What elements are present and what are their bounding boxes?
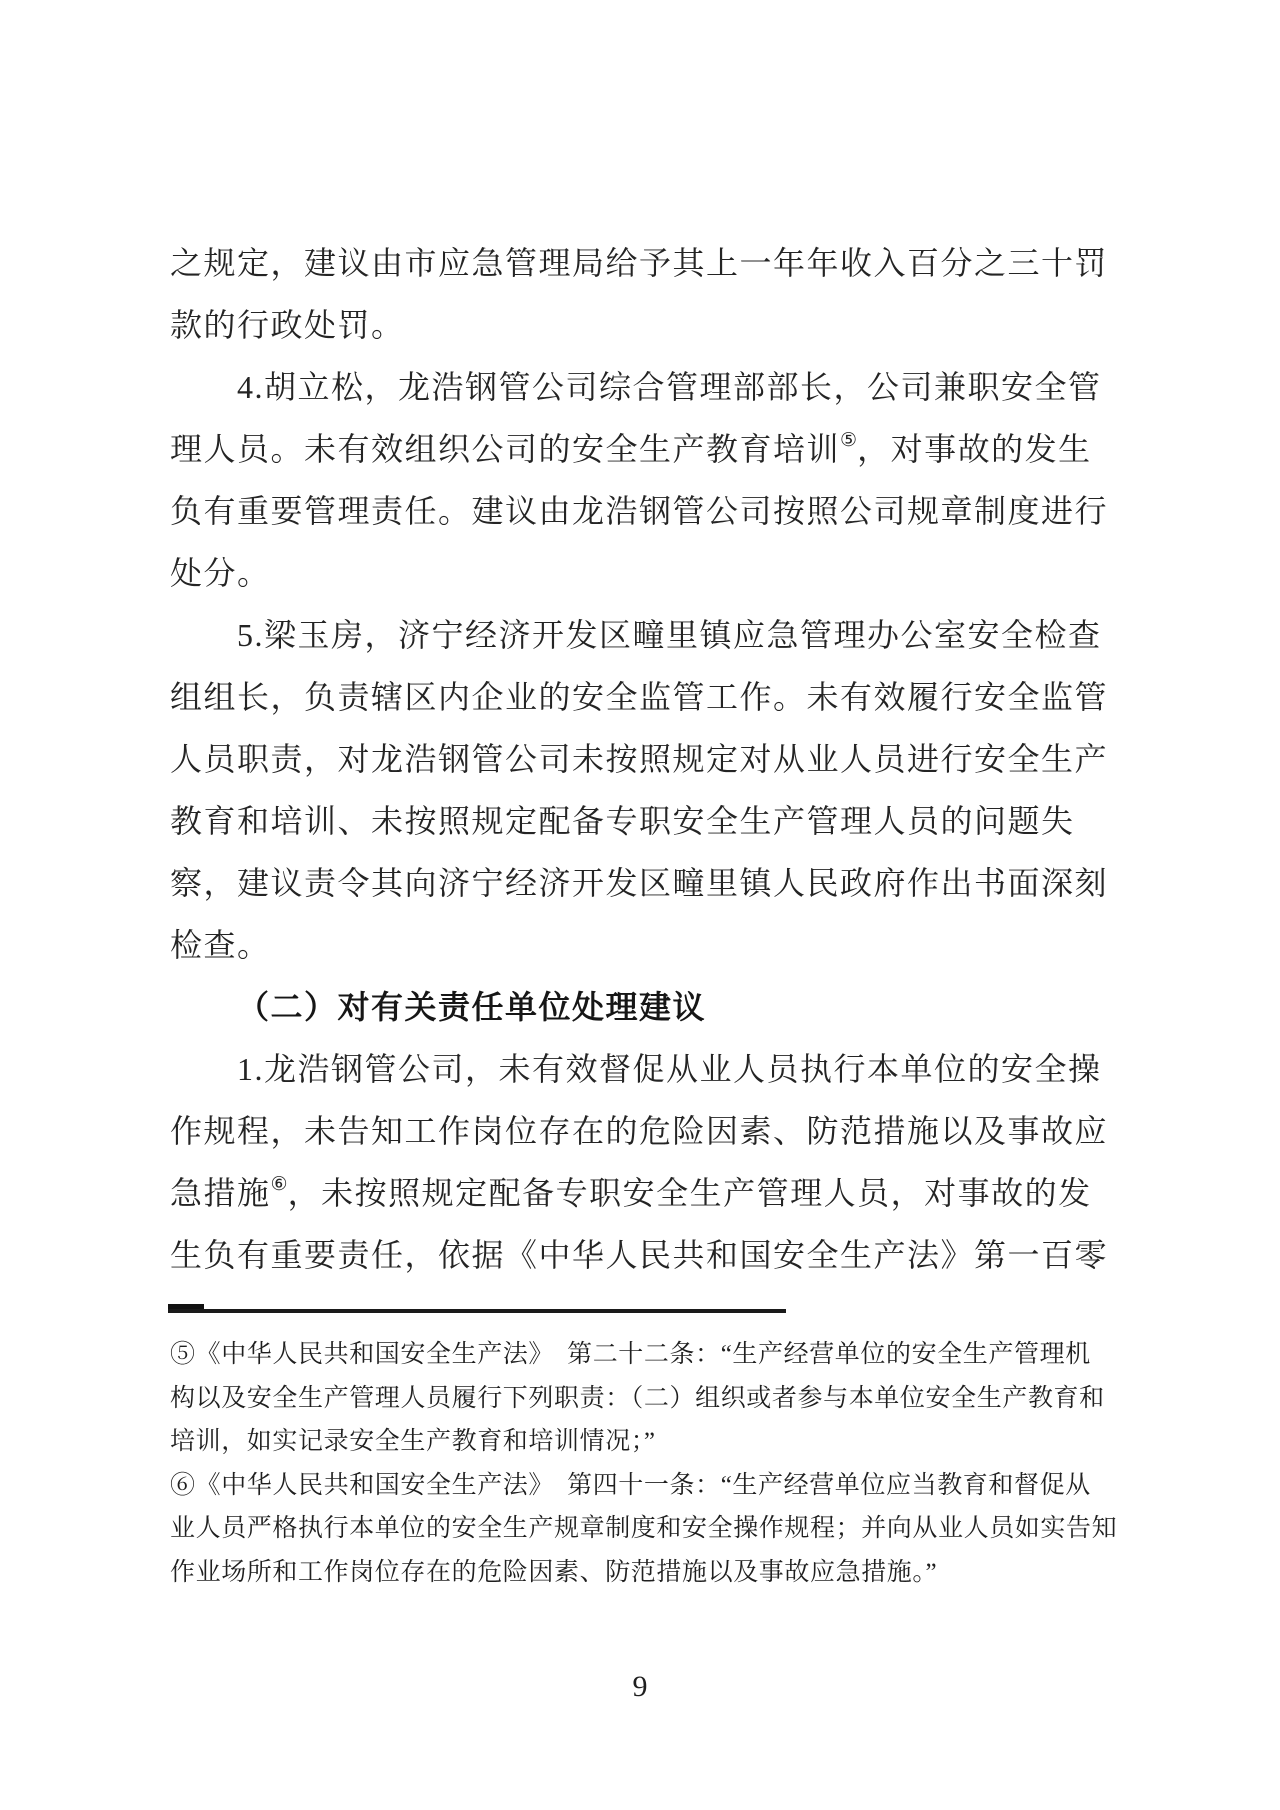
footnote-line: 培训，如实记录安全生产教育和培训情况；” [170, 1428, 656, 1455]
footnote-line: 作业场所和工作岗位存在的危险因素、防范措施以及事故应急措施。” [170, 1558, 938, 1586]
body-line: 察，建议责令其向济宁经济开发区疃里镇人民政府作出书面深刻 [170, 865, 1109, 901]
body-line: 检查。 [170, 927, 271, 963]
body-text [170, 232, 1118, 1286]
body-line: 处分。 [170, 555, 271, 591]
body-line-text: ，对事故的发生 [857, 431, 1092, 467]
body-line: 组组长，负责辖区内企业的安全监管工作。未有效履行安全监管 [170, 679, 1109, 715]
body-line: 人员职责，对龙浩钢管公司未按照规定对从业人员进行安全生产 [170, 741, 1109, 777]
page-number: 9 [632, 1670, 648, 1703]
footnote-ref-6: ⑥ [270, 1174, 288, 1195]
body-line-item-1: 1.龙浩钢管公司，未有效督促从业人员执行本单位的安全操 [237, 1051, 1102, 1087]
body-line [170, 418, 1118, 480]
section-heading: （二）对有关责任单位处理建议 [237, 989, 707, 1025]
body-line [170, 1162, 1118, 1224]
body-line-text: ，未按照规定配备专职安全生产管理人员，对事故的发 [287, 1175, 1092, 1211]
body-line: 之规定，建议由市应急管理局给予其上一年年收入百分之三十罚 [170, 245, 1109, 281]
body-line: 负有重要管理责任。建议由龙浩钢管公司按照公司规章制度进行 [170, 493, 1109, 529]
body-line: 教育和培训、未按照规定配备专职安全生产管理人员的问题失 [170, 803, 1075, 839]
footnote-ref-5: ⑤ [840, 430, 858, 451]
body-line-item-4: 4.胡立松，龙浩钢管公司综合管理部部长，公司兼职安全管 [237, 369, 1102, 405]
footnotes [170, 1333, 1118, 1594]
footnote-line: ⑥《中华人民共和国安全生产法》 第四十一条：“生产经营单位应当教育和督促从 [170, 1471, 1091, 1499]
body-line-text: 理人员。未有效组织公司的安全生产教育培训 [170, 431, 841, 467]
footnote-line: ⑤《中华人民共和国安全生产法》 第二十二条：“生产经营单位的安全生产管理机 [170, 1341, 1091, 1368]
footnote-separator-rule [168, 1309, 786, 1313]
footnote-line: 构以及安全生产管理人员履行下列职责：（二）组织或者参与本单位安全生产教育和 [170, 1384, 1105, 1412]
footnote-line: 业人员严格执行本单位的安全生产规章制度和安全操作规程；并向从业人员如实告知 [170, 1515, 1118, 1542]
body-line: 款的行政处罚。 [170, 307, 405, 343]
body-line: 作规程，未告知工作岗位存在的危险因素、防范措施以及事故应 [170, 1113, 1109, 1149]
body-line-text: 急措施 [170, 1175, 271, 1211]
body-line: 生负有重要责任，依据《中华人民共和国安全生产法》第一百零 [170, 1237, 1109, 1273]
body-line-item-5: 5.梁玉房，济宁经济开发区疃里镇应急管理办公室安全检查 [237, 617, 1102, 653]
